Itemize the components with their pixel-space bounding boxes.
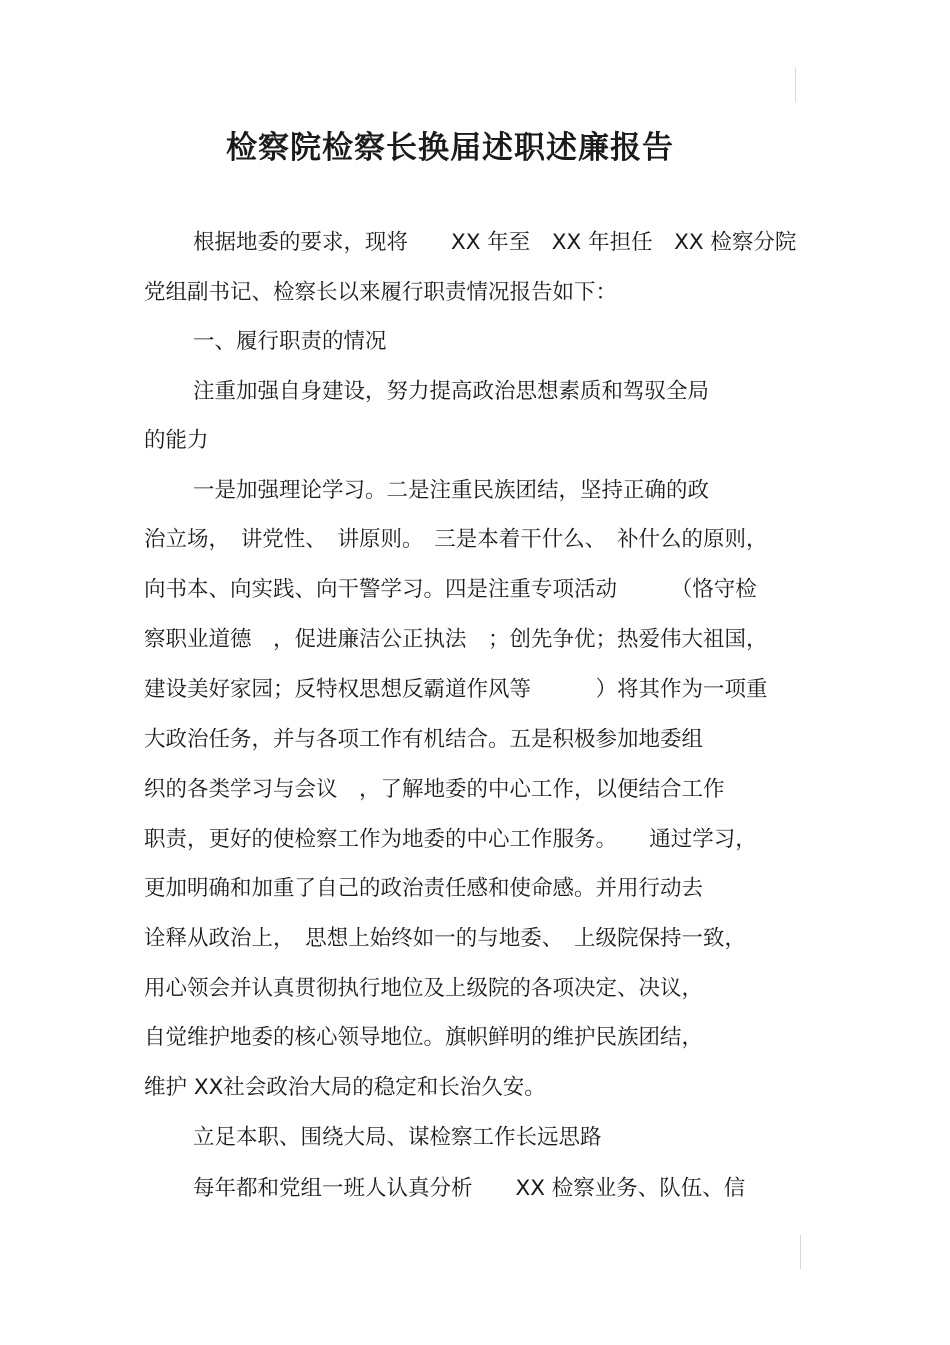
paragraph-line-15: 维护 XX社会政治大局的稳定和长治久安。	[144, 1075, 546, 1100]
paragraph-line-8: 大政治任务，并与各项工作有机结合。五是积极参加地委组	[144, 727, 704, 752]
document-title: 检察院检察长换届述职述廉报告	[226, 130, 674, 166]
paragraph-line-9: 织的各类学习与会议 ，了解地委的中心工作，以便结合工作	[144, 777, 725, 802]
paragraph-line-1: 根据地委的要求，现将 XX 年至 XX 年担任 XX 检察分院	[193, 230, 797, 255]
paragraph-line-3: 一是加强理论学习。二是注重民族团结，坚持正确的政	[193, 478, 710, 503]
section-heading-1: 一、履行职责的情况	[193, 329, 387, 354]
paragraph-line-12: 诠释从政治上， 思想上始终如一的与地委、 上级院保持一致，	[144, 926, 747, 951]
paragraph-line-6: 察职业道德 ，促进廉洁公正执法 ；创先争优；热爱伟大祖国，	[144, 627, 768, 652]
paragraph-line-2: 党组副书记、检察长以来履行职责情况报告如下：	[144, 280, 618, 305]
paragraph-line-16: 每年都和党组一班人认真分析 XX 检察业务、队伍、信	[193, 1176, 746, 1201]
subheading-line-3: 立足本职、围绕大局、谋检察工作长远思路	[193, 1125, 602, 1150]
subheading-line-1: 注重加强自身建设，努力提高政治思想素质和驾驭全局	[193, 379, 710, 404]
paragraph-line-11: 更加明确和加重了自己的政治责任感和使命感。并用行动去	[144, 876, 704, 901]
paragraph-line-14: 自觉维护地委的核心领导地位。旗帜鲜明的维护民族团结，	[144, 1025, 704, 1050]
paragraph-line-7: 建设美好家园；反特权思想反霸道作风等 ）将其作为一项重	[144, 677, 768, 702]
paragraph-line-4: 治立场， 讲党性、 讲原则。 三是本着干什么、 补什么的原则，	[144, 527, 768, 552]
paragraph-line-5: 向书本、向实践、向干警学习。四是注重专项活动 （恪守检	[144, 577, 757, 602]
page-corner-mark-bottom	[800, 1235, 801, 1269]
page-corner-mark-top	[795, 68, 796, 102]
paragraph-line-13: 用心领会并认真贯彻执行地位及上级院的各项决定、决议，	[144, 976, 704, 1001]
subheading-line-2: 的能力	[144, 428, 209, 453]
paragraph-line-10: 职责，更好的使检察工作为地委的中心工作服务。 通过学习，	[144, 827, 757, 852]
